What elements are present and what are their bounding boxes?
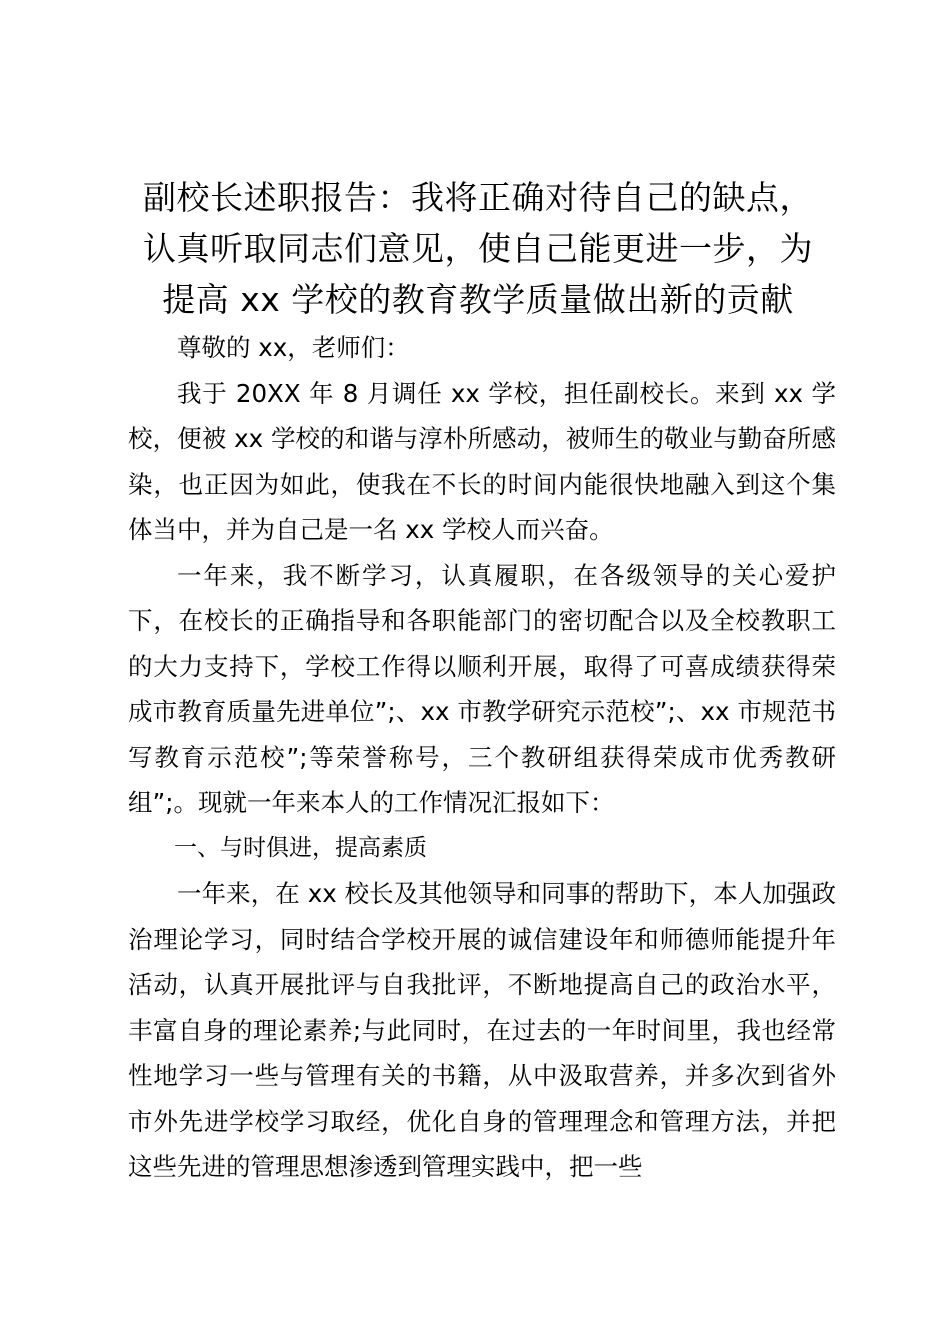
paragraph-section-1: 一年来，在 xx 校长及其他领导和同事的帮助下，本人加强政治理论学习，同时结合学校开展的诚信建设年和师德师能提升年活动，认真开展批评与自我批评，不断地提高自己的政治水平，丰富自身的理论素养;与此同时，在过去的一年时间里，我也经常性地学习一些与管理有关的书籍，从中汲取营养，并多次到省外市外先进学校学习取经，优化自身的管理理念和管理方法，并把这些先进的管理思想渗透到管理实践中，把一些 (128, 879, 836, 1181)
title-line-3: 提高 xx 学校的教育教学质量做出新的贡献 (162, 280, 794, 319)
paragraph-achievements: 一年来，我不断学习，认真履职，在各级领导的关心爱护下，在校长的正确指导和各职能部门的密切配合以及全校教职工的大力支持下，学校工作得以顺利开展，取得了可喜成绩获得荣成市教育质量先进单位”;、xx 市教学研究示范校”;、xx 市规范书写教育示范校”;等荣誉称号，三个教研组获得荣成市优秀教研组”;。现就一年来本人的工作情况汇报如下： (128, 560, 836, 817)
salutation: 尊敬的 xx，老师们： (177, 333, 410, 362)
section-heading: 一、与时俱进，提高素质 (174, 834, 427, 861)
title-line-2: 认真听取同志们意见，使自己能更进一步，为 (143, 229, 813, 268)
title-line-1: 副校长述职报告：我将正确对待自己的缺点， (143, 178, 813, 217)
document-body (128, 325, 836, 1190)
paragraph-intro: 我于 20XX 年 8 月调任 xx 学校，担任副校长。来到 xx 学校，便被 xx 学校的和谐与淳朴所感动，被师生的敬业与勤奋所感染，也正因为如此，使我在不长的时间内能很快地融入到这个集体当中，并为自己是一名 xx 学校人而兴奋。 (128, 378, 836, 544)
document-title (120, 172, 836, 325)
